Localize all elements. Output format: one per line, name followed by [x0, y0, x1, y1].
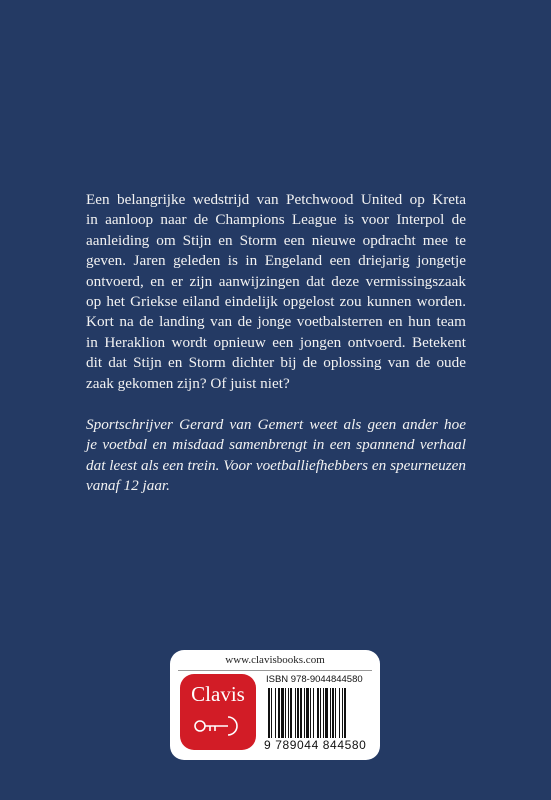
blurb	[86, 190, 466, 497]
barcode-bar	[290, 688, 292, 738]
barcode-bar	[281, 688, 284, 738]
barcode-bar	[310, 688, 311, 738]
blurb-line: in aanloop naar de Champions League is voor Interpol de	[86, 211, 466, 229]
barcode-bar	[342, 688, 343, 738]
barcode-bar	[297, 688, 299, 738]
blurb-line: vanaf 12 jaar.	[86, 477, 170, 495]
barcode-bar	[300, 688, 302, 738]
barcode-bar	[330, 688, 331, 738]
barcode-bar	[278, 688, 280, 738]
barcode-bar	[323, 688, 324, 738]
barcode-bar	[285, 688, 286, 738]
isbn-label: ISBN 978-9044844580	[266, 674, 363, 685]
blurb-line: dat leest als een trein. Voor voetballiefhebbers en speurneuzen	[86, 456, 466, 474]
blurb-line: aanleiding om Stijn en Storm een nieuwe opdracht mee te	[86, 231, 466, 249]
blurb-paragraph-author	[86, 415, 466, 497]
clavis-logo	[180, 674, 256, 750]
barcode-bar	[335, 688, 336, 738]
blurb-line: Sportschrijver Gerard van Gemert weet als geen ander hoe	[86, 416, 466, 434]
barcode-bar	[339, 688, 340, 738]
blurb-line: Kort na de landing van de jonge voetbalsterren en hun team	[86, 313, 466, 331]
blurb-line: Een belangrijke wedstrijd van Petchwood United op Kreta	[86, 191, 466, 208]
barcode-bar	[288, 688, 289, 738]
card-divider	[178, 670, 372, 671]
logo-text: Clavis	[191, 682, 245, 706]
barcode-bar	[306, 688, 309, 738]
blurb-line: in Heraklion wordt opnieuw een jongen ontvoerd. Betekent	[86, 333, 466, 351]
key-icon	[194, 714, 242, 738]
blurb-line: zaak gekomen zijn? Of juist niet?	[86, 374, 290, 392]
blurb-paragraph-summary	[86, 190, 466, 394]
barcode-bar	[344, 688, 346, 738]
barcode-bar	[275, 688, 276, 738]
barcode	[266, 688, 374, 740]
blurb-line: je voetbal en misdaad samenbrengt in een spannend verhaal	[86, 436, 466, 454]
blurb-line: ontvoerd, en er zijn aanwijzingen dat deze vermissingszaak	[86, 272, 466, 290]
barcode-bar	[325, 688, 328, 738]
barcode-bar	[268, 688, 270, 738]
barcode-bar	[271, 688, 272, 738]
publisher-barcode-card	[170, 650, 380, 760]
blurb-line: dit dat Stijn en Storm dichter bij de oplossing van de oude	[86, 354, 466, 372]
blurb-line: op het Griekse eiland eindelijk opgelost zou kunnen worden.	[86, 293, 466, 311]
barcode-number: 9 789044 844580	[264, 738, 376, 752]
barcode-bar	[313, 688, 314, 738]
barcode-bar	[332, 688, 334, 738]
barcode-bar	[295, 688, 296, 738]
barcode-bar	[304, 688, 305, 738]
publisher-url: www.clavisbooks.com	[225, 654, 325, 666]
barcode-bar	[317, 688, 319, 738]
blurb-line: geven. Jaren geleden is in Engeland een driejarig jongetje	[86, 252, 466, 270]
barcode-bar	[320, 688, 321, 738]
